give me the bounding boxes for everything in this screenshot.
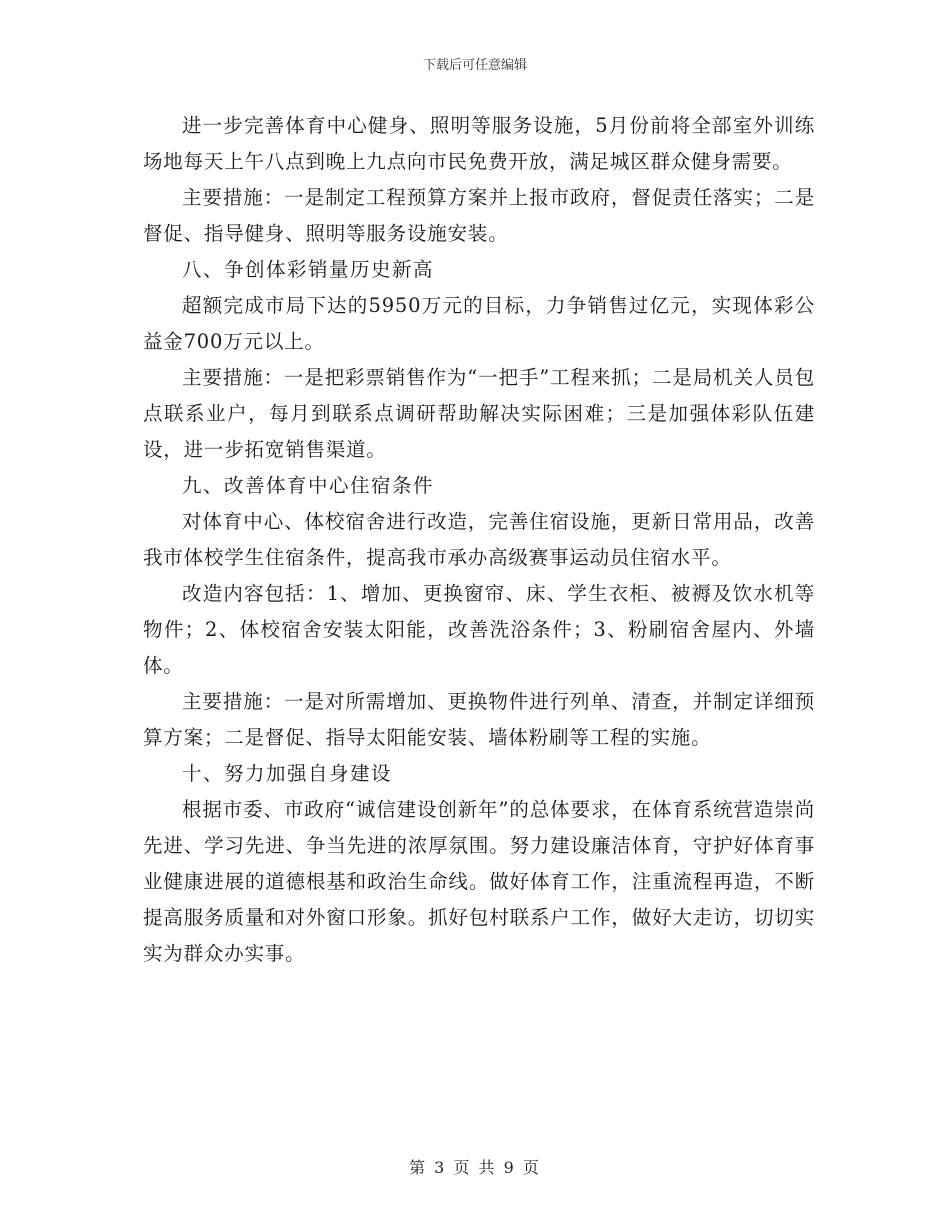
paragraph-self-building: 根据市委、市政府“诚信建设创新年”的总体要求，在体育系统营造崇尚先进、学习先进、争当先进的浓厚氛围。努力建设廉洁体育，守护好体育事业健康进展的道德根基和政治生命线。做好体育工作，注重流程再造，不断提高服务质量和对外窗口形象。抓好包村联系户工作，做好大走访，切切实实为群众办实事。 [143,798,815,965]
section-heading-8: 八、争创体彩销量历史新高 [182,258,435,281]
paragraph-lottery-measures: 主要措施：一是把彩票销售作为“一把手”工程来抓；二是局机关人员包点联系业户，每月到联系点调研帮助解决实际困难；三是加强体彩队伍建设，进一步拓宽销售渠道。 [143,366,815,461]
paragraph-dormitory: 对体育中心、体校宿舍进行改造，完善住宿设施，更新日常用品，改善我市体校学生住宿条件，提高我市承办高级赛事运动员住宿水平。 [143,510,815,569]
paragraph-facilities-measures: 主要措施：一是制定工程预算方案并上报市政府，督促责任落实；二是督促、指导健身、照明等服务设施安装。 [143,186,815,245]
section-heading-10: 十、努力加强自身建设 [182,762,393,785]
header-note: 下载后可任意编辑 [422,58,527,73]
page-footer: 第 3 页 共 9 页 [409,1158,541,1177]
paragraph-dormitory-measures: 主要措施：一是对所需增加、更换物件进行列单、清查，并制定详细预算方案；二是督促、指导太阳能安装、墙体粉刷等工程的实施。 [143,690,815,749]
section-heading-9: 九、改善体育中心住宿条件 [182,474,435,497]
document-body [143,108,815,972]
paragraph-lottery-target: 超额完成市局下达的5950万元的目标，力争销售过亿元，实现体彩公益金700万元以上。 [143,294,815,353]
paragraph-facilities: 进一步完善体育中心健身、照明等服务设施，5月份前将全部室外训练场地每天上午八点到晚上九点向市民免费开放，满足城区群众健身需要。 [143,114,815,173]
paragraph-renovation-content: 改造内容包括：1、增加、更换窗帘、床、学生衣柜、被褥及饮水机等物件；2、体校宿舍安装太阳能，改善洗浴条件；3、粉刷宿舍屋内、外墙体。 [143,582,815,677]
